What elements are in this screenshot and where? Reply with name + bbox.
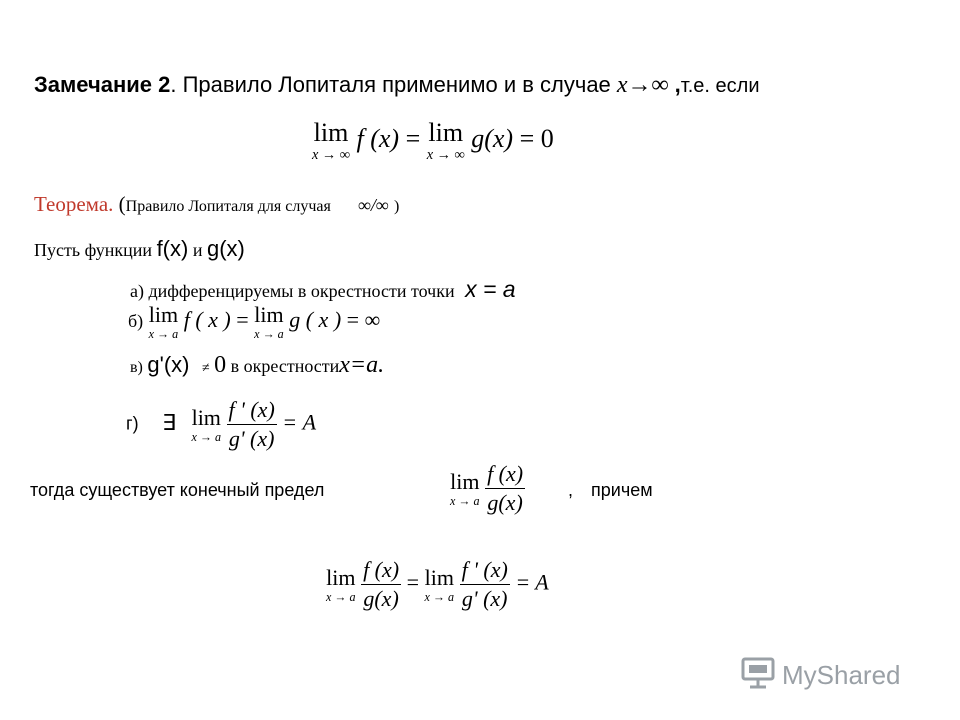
remark-tail: т.е. если bbox=[680, 75, 760, 97]
remark-condition: x→∞ bbox=[616, 72, 669, 98]
presentation-icon bbox=[740, 656, 776, 695]
conclusion-tail: , причем bbox=[568, 480, 653, 500]
lim-block: lim x → a bbox=[148, 302, 179, 341]
conclusion-line: тогда существует конечный предел bbox=[30, 480, 325, 500]
fraction: $\frac{f (x)}{g(x)}$ bbox=[363, 557, 400, 612]
watermark bbox=[740, 656, 901, 695]
theorem-title: Теорема. (Правило Лопиталя для случая ∞/∞ ) bbox=[34, 192, 400, 216]
lim-block: lim x → a bbox=[326, 564, 356, 604]
lim-block: lim x → a bbox=[450, 468, 480, 508]
final-formula: lim x → a $\frac{f (x)}{g(x)}$ = lim x → a $\frac{f ' (x)}{g' (x)}$ = A bbox=[326, 557, 549, 612]
fraction: $\frac{f ' (x)}{g' (x)}$ bbox=[461, 557, 508, 612]
condition-b: б) lim x → a f ( x ) = lim x → a g ( x ) = ∞ bbox=[128, 302, 381, 341]
theorem-title-text: Правило Лопиталя для случая bbox=[125, 198, 331, 215]
point-a: x = a bbox=[465, 276, 516, 302]
formula-zero: lim x → ∞ f (x) = lim x → ∞ g(x) = 0 bbox=[312, 118, 554, 163]
theorem-label: Теорема. bbox=[34, 192, 114, 216]
theorem-case: ∞/∞ bbox=[358, 195, 389, 215]
g-function: g(x) bbox=[206, 236, 245, 261]
f-of-x: f (x) bbox=[356, 124, 400, 154]
g-of-x: g(x) bbox=[471, 124, 514, 154]
remark-label: Замечание 2 bbox=[34, 72, 171, 97]
lim-block: lim x → ∞ bbox=[312, 118, 350, 163]
fraction: $\frac{f (x)}{g(x)}$ bbox=[487, 461, 524, 516]
hypothesis-line: Пусть функции f(x) и g(x) bbox=[34, 236, 245, 261]
fraction: $\frac{f ' (x)}{g' (x)}$ bbox=[228, 397, 275, 452]
lim-block: lim x → ∞ bbox=[426, 118, 465, 163]
condition-a: а) дифференцируемы в окрестности точки x = a bbox=[130, 276, 516, 302]
lim-block: lim x → a bbox=[424, 564, 455, 604]
remark-text: . Правило Лопиталя применимо и в случае bbox=[170, 72, 617, 97]
condition-d: г) ∃ lim x → a $\frac{f ' (x)}{g' (x)}$ = A bbox=[126, 397, 317, 452]
g-prime: g'(x) bbox=[147, 352, 190, 377]
point-c: x=a. bbox=[339, 352, 385, 378]
f-function: f(x) bbox=[156, 236, 189, 261]
condition-c: в) g'(x) ≠ 0 в окрестностиx=a. bbox=[130, 352, 385, 378]
conclusion-formula bbox=[450, 462, 525, 515]
remark-line: Замечание 2. Правило Лопиталя применимо и в случае x→∞ ,т.е. если bbox=[34, 72, 760, 98]
watermark-text: MyShared bbox=[782, 660, 901, 690]
lim-block: lim x → a bbox=[191, 404, 222, 444]
lim-block: lim x → a bbox=[254, 302, 284, 341]
